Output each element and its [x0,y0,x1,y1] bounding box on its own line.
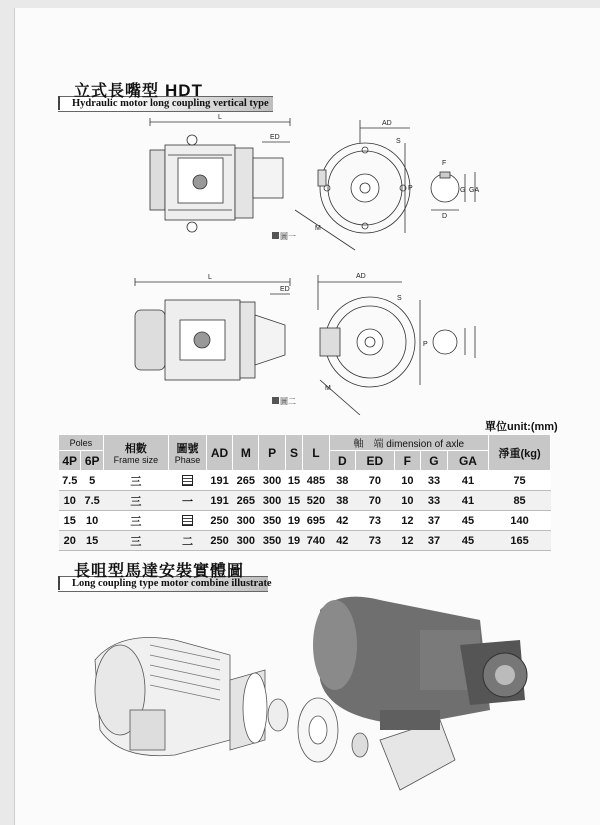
cell-ad: 191 [206,491,232,511]
fig1-side-view [150,118,290,232]
cell-l: 520 [303,491,329,511]
cell-g: 33 [421,491,448,511]
p-header: P [259,435,285,471]
dim-M-1: M [315,225,321,232]
cell-6p: 5 [81,471,103,491]
cell-4p: 20 [59,531,81,551]
cell-g: 37 [421,511,448,531]
cell-d: 42 [329,531,356,551]
cell-6p: 7.5 [81,491,103,511]
fig2-label: 圖二 [280,397,296,406]
cell-phase: 三 [103,471,168,491]
poles-header: Poles [59,435,104,451]
figure-symbol-icon [182,515,193,526]
assembly-illustration [80,590,560,820]
weight-header: 淨重(kg) [489,435,551,471]
dim-GA: GA [469,187,480,194]
cell-g: 33 [421,471,448,491]
cell-p: 350 [259,511,285,531]
fig2-side-view [135,278,290,380]
cell-weight: 140 [489,511,551,531]
cell-figure [168,471,206,491]
4p-header: 4P [59,451,81,471]
dim-S-1: S [396,138,401,145]
cell-4p: 7.5 [59,471,81,491]
cell-f: 10 [394,471,421,491]
cell-phase: 三 [103,511,168,531]
fig1-label: 圖一 [280,232,296,241]
photo-motor-assembly [313,597,527,730]
dim-AD-1: AD [382,120,392,127]
cell-ga: 45 [447,511,488,531]
ed-header: ED [356,451,394,471]
dim-S-2: S [397,295,402,302]
cell-4p: 15 [59,511,81,531]
cell-weight: 165 [489,531,551,551]
g-header: G [421,451,448,471]
cell-6p: 10 [81,511,103,531]
s-header: S [285,435,303,471]
unit-label: 單位unit:(mm) [485,421,558,433]
cell-p: 350 [259,531,285,551]
ga-header: GA [447,451,488,471]
cell-ad: 250 [206,531,232,551]
cell-l: 485 [303,471,329,491]
cell-d: 38 [329,471,356,491]
model-code: HDT [165,81,203,100]
cell-m: 300 [233,511,259,531]
cell-l: 695 [303,511,329,531]
cell-f: 10 [394,491,421,511]
section-title: 立式長嘴型 HDT [74,81,203,100]
ad-header: AD [206,435,232,471]
cell-ed: 70 [356,491,394,511]
section-title: 長咀型馬達安裝實體圖 [74,561,245,580]
table-row [59,531,551,551]
cell-ad: 250 [206,511,232,531]
cell-weight: 75 [489,471,551,491]
dim-ED-1: ED [270,134,280,141]
dim-P-1: P [408,185,413,192]
dimension-drawing [120,110,510,415]
cell-f: 12 [394,511,421,531]
cell-phase: 三 [103,491,168,511]
phase-header: 相數 Frame size [103,435,168,471]
dim-D: D [442,213,448,220]
cell-phase: 三 [103,531,168,551]
cell-s: 19 [285,511,303,531]
table-row [59,491,551,511]
cell-figure: 一 [168,491,206,511]
cell-figure [168,511,206,531]
spec-table [58,434,551,551]
cell-weight: 85 [489,491,551,511]
cell-s: 19 [285,531,303,551]
cell-f: 12 [394,531,421,551]
cell-l: 740 [303,531,329,551]
l-header: L [303,435,329,471]
fig1-front-view [295,120,410,250]
cell-ed: 73 [356,531,394,551]
cell-6p: 15 [81,531,103,551]
f-header: F [394,451,421,471]
dim-G: G [460,187,466,194]
6p-header: 6P [81,451,103,471]
cell-s: 15 [285,491,303,511]
d-header: D [329,451,356,471]
dim-F: F [442,160,447,167]
dim-L-1: L [218,114,222,121]
section-header-illustrate [58,558,272,592]
section-subtitle: Hydraulic motor long coupling vertical type [72,98,269,109]
cell-ga: 41 [447,471,488,491]
table-row [59,471,551,491]
cell-ed: 73 [356,511,394,531]
cell-s: 15 [285,471,303,491]
section-header-hdt [58,78,273,112]
axle-group-header: 軸 端 dimension of axle [329,435,489,451]
dim-ED-2: ED [280,286,290,293]
dim-P-2: P [423,341,428,348]
table-row [59,511,551,531]
cell-p: 300 [259,471,285,491]
cell-d: 38 [329,491,356,511]
cell-d: 42 [329,511,356,531]
figure-symbol-icon [182,475,193,486]
cell-4p: 10 [59,491,81,511]
cell-ga: 45 [447,531,488,551]
header-bar-cap [58,576,68,590]
dim-AD-2: AD [356,273,366,280]
header-bar-cap [58,96,68,110]
cell-ga: 41 [447,491,488,511]
cell-ad: 191 [206,471,232,491]
cell-figure: 二 [168,531,206,551]
cell-m: 265 [233,491,259,511]
cell-ed: 70 [356,471,394,491]
figure-header: 圖號 Phase [168,435,206,471]
section-subtitle: Long coupling type motor combine illustrate [72,578,272,589]
cell-m: 300 [233,531,259,551]
dim-M-2: M [325,385,331,392]
cell-m: 265 [233,471,259,491]
m-header: M [233,435,259,471]
cell-p: 300 [259,491,285,511]
dim-L-2: L [208,274,212,281]
cell-g: 37 [421,531,448,551]
